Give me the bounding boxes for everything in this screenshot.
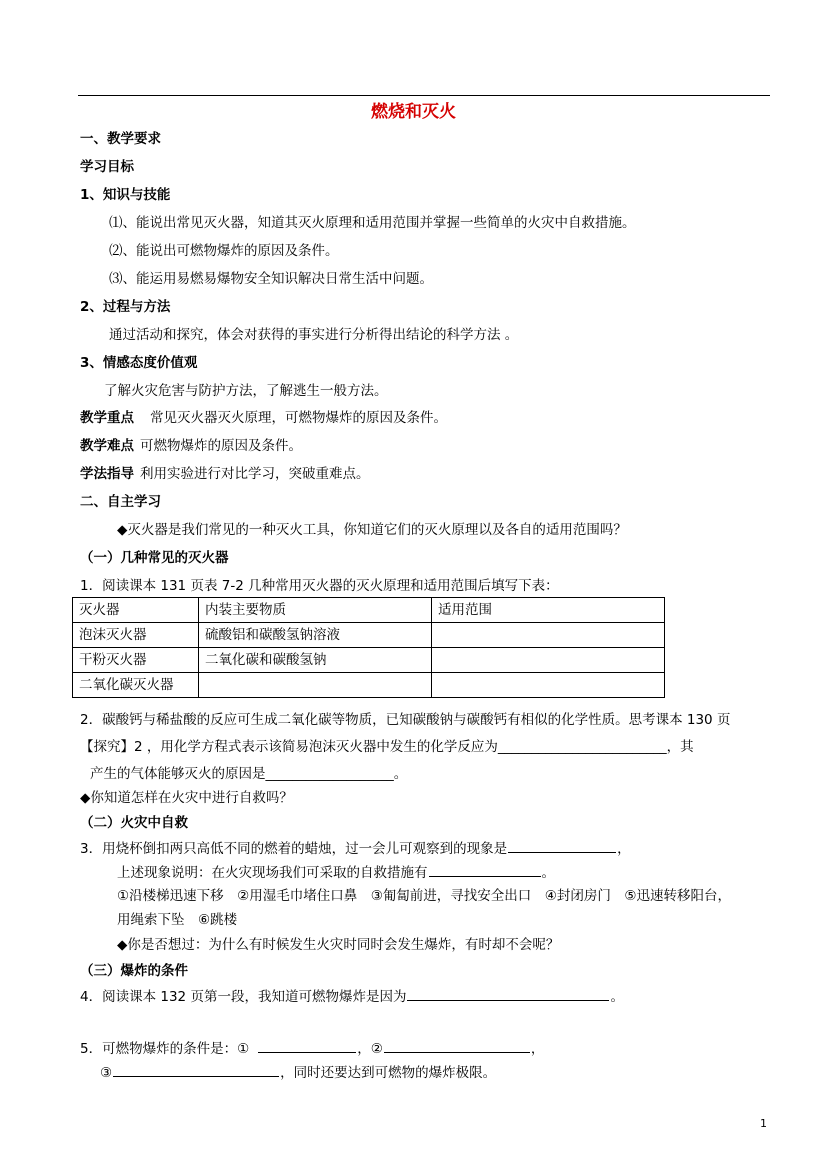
process-text: 通过活动和探究，体会对获得的事实进行分析得出结论的科学方法 。 [109,327,519,343]
item-2-line-b [80,738,694,756]
question-explosion: ◆你是否想过：为什么有时候发生火灾时同时会发生爆炸，有时却不会呢？ [117,937,560,953]
table-row [73,648,665,673]
item-4-text-end: 。 [610,989,624,1005]
explosion-cause-blank[interactable] [407,987,609,1001]
item-3-options-cont: 用绳索下坠 ⑥跳楼 [117,912,238,928]
teaching-focus-text: 常见灭火器灭火原理，可燃物爆炸的原因及条件。 [150,410,447,426]
item-5-line-b [100,1063,496,1082]
extinguisher-table [72,597,665,698]
study-method-label: 学法指导 [80,466,134,482]
item-4-line [80,987,624,1006]
table-cell-blank[interactable] [199,673,432,698]
item-5-sep-1: ，② [357,1041,383,1057]
item-1-text: 1．阅读课本 131 页表 7-2 几种常用灭火器的灭火原理和适用范围后填写下表： [80,578,559,594]
item-2-text-c-end: 。 [393,766,408,782]
item-5-text-a: 5．可燃物爆炸的条件是：① [80,1041,250,1057]
heading-knowledge-skills: 1、知识与技能 [80,187,171,203]
heading-emotion-values: 3、情感态度价值观 [80,355,198,371]
phenomenon-blank[interactable] [508,839,616,853]
table-header-cell: 灭火器 [73,598,199,623]
item-5-line-a [80,1039,544,1058]
table-cell: 二氧化碳灭火器 [73,673,199,698]
table-row [73,673,665,698]
item-3-text-a-end: ， [617,841,631,857]
table-header-cell: 内装主要物质 [199,598,432,623]
table-header-cell: 适用范围 [432,598,665,623]
item-3-line-a [80,839,631,858]
item-4-text: 4．阅读课本 132 页第一段，我知道可燃物爆炸是因为 [80,989,407,1005]
table-cell-blank[interactable] [432,673,665,698]
heading-learning-goals: 学习目标 [80,159,134,175]
section-teaching-requirements: 一、教学要求 [80,131,161,147]
item-2-line-a: 2．碳酸钙与稀盐酸的反应可生成二氧化碳等物质，已知碳酸钠与碳酸钙有相似的化学性质。思考课本 130 页 [80,712,731,728]
item-5-text-b: ③ [100,1065,113,1081]
teaching-difficulty-text: 可燃物爆炸的原因及条件。 [140,438,302,454]
table-cell: 二氧化碳和碳酸氢钠 [199,648,432,673]
table-cell-blank[interactable] [432,648,665,673]
teaching-focus-line [80,409,447,427]
knowledge-item-1: ⑴、能说出常见灭火器，知道其灭火原理和适用范围并掌握一些简单的火灾中自救措施。 [109,215,636,231]
emotion-text: 了解火灾危害与防护方法，了解逃生一般方法。 [104,383,388,399]
item-5-text-b-end: ，同时还要达到可燃物的爆炸极限。 [280,1065,497,1081]
subsection-explosion-conditions: （三）爆炸的条件 [80,963,188,979]
item-2-text-b-end: ，其 [666,739,694,755]
reason-blank[interactable]: ___________________ [265,766,394,782]
knowledge-item-3: ⑶、能运用易燃易爆物安全知识解决日常生活中问题。 [109,271,433,287]
table-cell-blank[interactable] [432,623,665,648]
study-method-text: 利用实验进行对比学习，突破重难点。 [140,466,370,482]
item-2-line-c [90,765,407,783]
item-3-text-b: 上述现象说明：在火灾现场我们可采取的自救措施有 [117,865,428,881]
teaching-difficulty-label: 教学难点 [80,438,134,454]
page-title: 燃烧和灭火 [371,102,456,122]
item-3-line-b [117,863,555,882]
subsection-fire-self-rescue: （二）火灾中自救 [80,815,188,831]
condition-3-blank[interactable] [113,1063,279,1077]
question-self-rescue: ◆你知道怎样在火灾中进行自救吗？ [80,790,293,806]
study-method-line [80,465,370,483]
header-rule [78,95,770,96]
teaching-difficulty-line [80,437,302,455]
item-3-text-a: 3．用烧杯倒扣两只高低不同的燃着的蜡烛，过一会儿可观察到的现象是 [80,841,508,857]
item-3-text-b-end: 。 [541,865,555,881]
table-cell: 硫酸铝和碳酸氢钠溶液 [199,623,432,648]
knowledge-item-2: ⑵、能说出可燃物爆炸的原因及条件。 [109,243,339,259]
page-number: 1 [760,1117,767,1130]
heading-process-method: 2、过程与方法 [80,299,171,315]
teaching-focus-label: 教学重点 [80,410,134,426]
item-3-options: ①沿楼梯迅速下移 ②用湿毛巾堵住口鼻 ③匍匐前进，寻找安全出口 ④封闭房门 ⑤迅速转移阳台， [117,888,732,904]
item-5-sep-2: ， [530,1041,545,1057]
table-row [73,623,665,648]
measures-blank[interactable] [429,863,541,877]
question-extinguishers: ◆灭火器是我们常见的一种灭火工具，你知道它们的灭火原理以及各自的适用范围吗？ [117,522,627,538]
table-cell: 干粉灭火器 [73,648,199,673]
condition-1-blank[interactable] [258,1039,356,1053]
condition-2-blank[interactable] [384,1039,530,1053]
item-2-text-b: 【探究】2 ，用化学方程式表示该简易泡沫灭火器中发生的化学反应为 [80,739,498,755]
section-self-study: 二、自主学习 [80,494,161,510]
table-header-row [73,598,665,623]
subsection-extinguishers: （一）几种常见的灭火器 [80,550,229,566]
equation-blank[interactable]: _________________________ [497,739,667,755]
item-2-text-c: 产生的气体能够灭火的原因是 [90,766,266,782]
table-cell: 泡沫灭火器 [73,623,199,648]
